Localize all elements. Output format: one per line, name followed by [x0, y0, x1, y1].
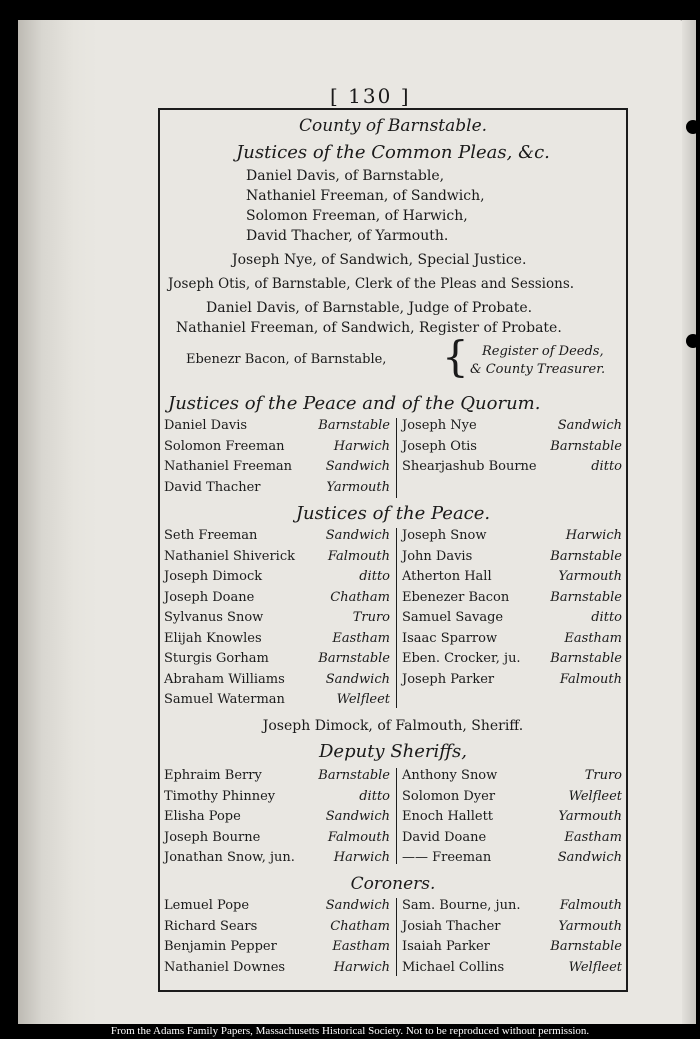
column-divider — [396, 898, 397, 976]
entry-name: Elisha Pope — [164, 809, 241, 824]
special-justice: Joseph Nye, of Sandwich, Special Justice. — [232, 252, 527, 268]
register-entry — [164, 547, 390, 568]
entry-name: John Davis — [402, 548, 473, 564]
entry-town: Truro — [352, 610, 390, 625]
deputies-left-column — [164, 766, 390, 869]
register-entry — [164, 958, 390, 979]
entry-name: Samuel Waterman — [164, 692, 285, 707]
register-entry — [164, 608, 390, 629]
entry-name: Elijah Knowles — [164, 630, 262, 646]
register-entry — [164, 457, 390, 478]
entry-town: Sandwich — [557, 418, 622, 433]
register-entry — [164, 787, 390, 808]
register-entry — [402, 896, 622, 917]
page-edge — [682, 20, 696, 1024]
peace-left-column — [164, 526, 390, 711]
register-entry — [402, 670, 622, 691]
entry-town: Barnstable — [318, 768, 390, 783]
entry-town: Barnstable — [550, 939, 622, 954]
entry-town: Barnstable — [550, 548, 622, 564]
entry-town: Eastham — [564, 630, 622, 646]
column-divider — [396, 528, 397, 708]
register-entry — [164, 848, 390, 869]
entry-name: David Thacher — [164, 479, 261, 495]
entry-name: Joseph Snow — [402, 528, 487, 543]
entry-name: Sylvanus Snow — [164, 610, 264, 625]
register-entry — [402, 547, 622, 568]
coroners-left-column — [164, 896, 390, 978]
peace-right-column — [402, 526, 622, 690]
register-entry — [402, 457, 622, 478]
entry-town: Eastham — [332, 630, 390, 646]
register-entry — [164, 937, 390, 958]
register-of-probate: Nathaniel Freeman, of Sandwich, Register of Probate. — [176, 320, 562, 336]
judge-of-probate: Daniel Davis, of Barnstable, Judge of Probate. — [206, 300, 533, 316]
register-entry — [164, 588, 390, 609]
register-entry — [402, 437, 622, 458]
coroners-right-column — [402, 896, 622, 978]
entry-town: ditto — [591, 459, 622, 474]
entry-town: ditto — [591, 610, 622, 625]
entry-town: Falmouth — [327, 829, 390, 845]
clerk-of-pleas: Joseph Otis, of Barnstable, Clerk of the Pleas and Sessions. — [168, 276, 575, 292]
deputies-right-column — [402, 766, 622, 869]
register-entry — [164, 896, 390, 917]
register-entry — [164, 567, 390, 588]
entry-town: Barnstable — [550, 438, 622, 454]
register-entry — [402, 807, 622, 828]
register-entry — [164, 917, 390, 938]
entry-town: Yarmouth — [558, 569, 622, 584]
entry-town: Eastham — [564, 829, 622, 845]
entry-name: Ephraim Berry — [164, 768, 262, 783]
quorum-right-column — [402, 416, 622, 478]
entry-town: Sandwich — [325, 459, 390, 474]
entry-name: Josiah Thacher — [402, 918, 501, 934]
page-binding — [18, 20, 98, 1024]
register-entry — [164, 478, 390, 499]
entry-name: Daniel Davis — [164, 418, 248, 433]
entry-town: ditto — [359, 569, 390, 584]
entry-name: —— Freeman — [402, 850, 492, 865]
column-divider — [396, 418, 397, 498]
entry-name: Richard Sears — [164, 918, 258, 934]
register-entry — [402, 937, 622, 958]
page-hole — [686, 120, 700, 134]
entry-town: Sandwich — [325, 671, 390, 687]
common-pleas-justice: David Thacher, of Yarmouth. — [246, 228, 449, 244]
register-entry — [402, 588, 622, 609]
register-frame — [158, 108, 628, 992]
entry-name: Solomon Dyer — [402, 788, 496, 804]
entry-name: Eben. Crocker, ju. — [402, 651, 521, 666]
entry-name: Isaiah Parker — [402, 939, 490, 954]
entry-town: Harwich — [333, 438, 390, 454]
entry-town: Falmouth — [559, 898, 622, 913]
archive-footer: From the Adams Family Papers, Massachusetts Historical Society. Not to be reproduced without permission. — [110, 1025, 590, 1037]
entry-name: Joseph Nye — [402, 418, 477, 433]
brace-glyph: { — [442, 332, 469, 381]
register-of-deeds-name: Ebenezr Bacon, of Barnstable, — [186, 352, 387, 367]
register-entry — [402, 766, 622, 787]
entry-name: Enoch Hallett — [402, 809, 494, 824]
register-entry — [164, 629, 390, 650]
entry-town: Falmouth — [327, 548, 390, 564]
sheriff-line: Joseph Dimock, of Falmouth, Sheriff. — [262, 718, 524, 734]
entry-name: Joseph Doane — [164, 589, 255, 605]
entry-name: Nathaniel Downes — [164, 959, 286, 975]
entry-name: Ebenezer Bacon — [402, 589, 510, 605]
county-title: County of Barnstable. — [298, 116, 488, 136]
column-divider — [396, 768, 397, 864]
entry-name: Joseph Parker — [402, 671, 495, 687]
entry-town: Welfleet — [568, 788, 622, 804]
register-entry — [402, 567, 622, 588]
entry-town: Sandwich — [325, 809, 390, 824]
common-pleas-justice: Daniel Davis, of Barnstable, — [246, 168, 445, 184]
register-entry — [402, 649, 622, 670]
entry-town: Yarmouth — [558, 809, 622, 824]
entry-name: Sam. Bourne, jun. — [402, 898, 521, 913]
entry-name: Joseph Dimock — [164, 569, 263, 584]
entry-name: Jonathan Snow, jun. — [164, 850, 295, 865]
entry-town: Barnstable — [550, 651, 622, 666]
entry-town: Barnstable — [550, 589, 622, 605]
register-entry — [164, 828, 390, 849]
register-entry — [164, 690, 390, 711]
register-entry — [402, 629, 622, 650]
deputy-sheriffs-heading: Deputy Sheriffs, — [319, 741, 467, 762]
entry-town: Sandwich — [325, 528, 390, 543]
register-entry — [164, 766, 390, 787]
entry-name: Joseph Otis — [402, 438, 477, 454]
register-entry — [164, 526, 390, 547]
register-entry — [402, 608, 622, 629]
register-entry — [402, 958, 622, 979]
peace-heading: Justices of the Peace. — [295, 503, 491, 524]
entry-name: Michael Collins — [402, 959, 505, 975]
register-entry — [164, 416, 390, 437]
quorum-left-column — [164, 416, 390, 498]
entry-name: Benjamin Pepper — [164, 939, 277, 954]
entry-town: Welfleet — [568, 959, 622, 975]
entry-name: Atherton Hall — [402, 569, 492, 584]
entry-name: Lemuel Pope — [164, 898, 250, 913]
register-of-deeds-office: Register of Deeds, — [482, 344, 604, 359]
entry-town: Harwich — [333, 850, 390, 865]
register-entry — [164, 670, 390, 691]
entry-name: Nathaniel Shiverick — [164, 548, 295, 564]
coroners-heading: Coroners. — [350, 874, 436, 894]
entry-name: Joseph Bourne — [164, 829, 261, 845]
entry-name: Shearjashub Bourne — [402, 459, 537, 474]
entry-name: Samuel Savage — [402, 610, 504, 625]
register-entry — [164, 437, 390, 458]
entry-town: Yarmouth — [558, 918, 622, 934]
entry-town: Barnstable — [318, 651, 390, 666]
entry-town: Truro — [584, 768, 622, 783]
entry-town: Harwich — [565, 528, 622, 543]
entry-town: Barnstable — [318, 418, 390, 433]
entry-name: Nathaniel Freeman — [164, 459, 293, 474]
common-pleas-justice: Solomon Freeman, of Harwich, — [246, 208, 468, 224]
page-hole — [686, 334, 700, 348]
entry-town: Welfleet — [336, 692, 390, 707]
entry-town: Chatham — [330, 589, 390, 605]
register-entry — [164, 649, 390, 670]
register-entry — [402, 526, 622, 547]
entry-name: Isaac Sparrow — [402, 630, 498, 646]
register-entry — [402, 787, 622, 808]
register-entry — [402, 917, 622, 938]
entry-name: David Doane — [402, 829, 487, 845]
entry-town: Falmouth — [559, 671, 622, 687]
register-entry — [402, 848, 622, 869]
entry-name: Solomon Freeman — [164, 438, 285, 454]
entry-town: Eastham — [332, 939, 390, 954]
common-pleas-heading: Justices of the Common Pleas, &c. — [236, 142, 550, 163]
entry-town: Sandwich — [325, 898, 390, 913]
register-entry — [164, 807, 390, 828]
entry-name: Timothy Phinney — [164, 788, 276, 804]
entry-town: Yarmouth — [326, 479, 390, 495]
entry-town: Sandwich — [557, 850, 622, 865]
entry-town: Chatham — [330, 918, 390, 934]
entry-name: Anthony Snow — [402, 768, 498, 783]
entry-town: ditto — [359, 788, 390, 804]
register-entry — [402, 828, 622, 849]
register-entry — [402, 416, 622, 437]
county-treasurer-office: & County Treasurer. — [470, 362, 606, 377]
quorum-heading: Justices of the Peace and of the Quorum. — [168, 393, 541, 414]
common-pleas-justice: Nathaniel Freeman, of Sandwich, — [246, 188, 485, 204]
entry-name: Seth Freeman — [164, 528, 258, 543]
page-number: [ 130 ] — [330, 84, 411, 108]
entry-town: Harwich — [333, 959, 390, 975]
entry-name: Abraham Williams — [164, 671, 285, 687]
entry-name: Sturgis Gorham — [164, 651, 269, 666]
